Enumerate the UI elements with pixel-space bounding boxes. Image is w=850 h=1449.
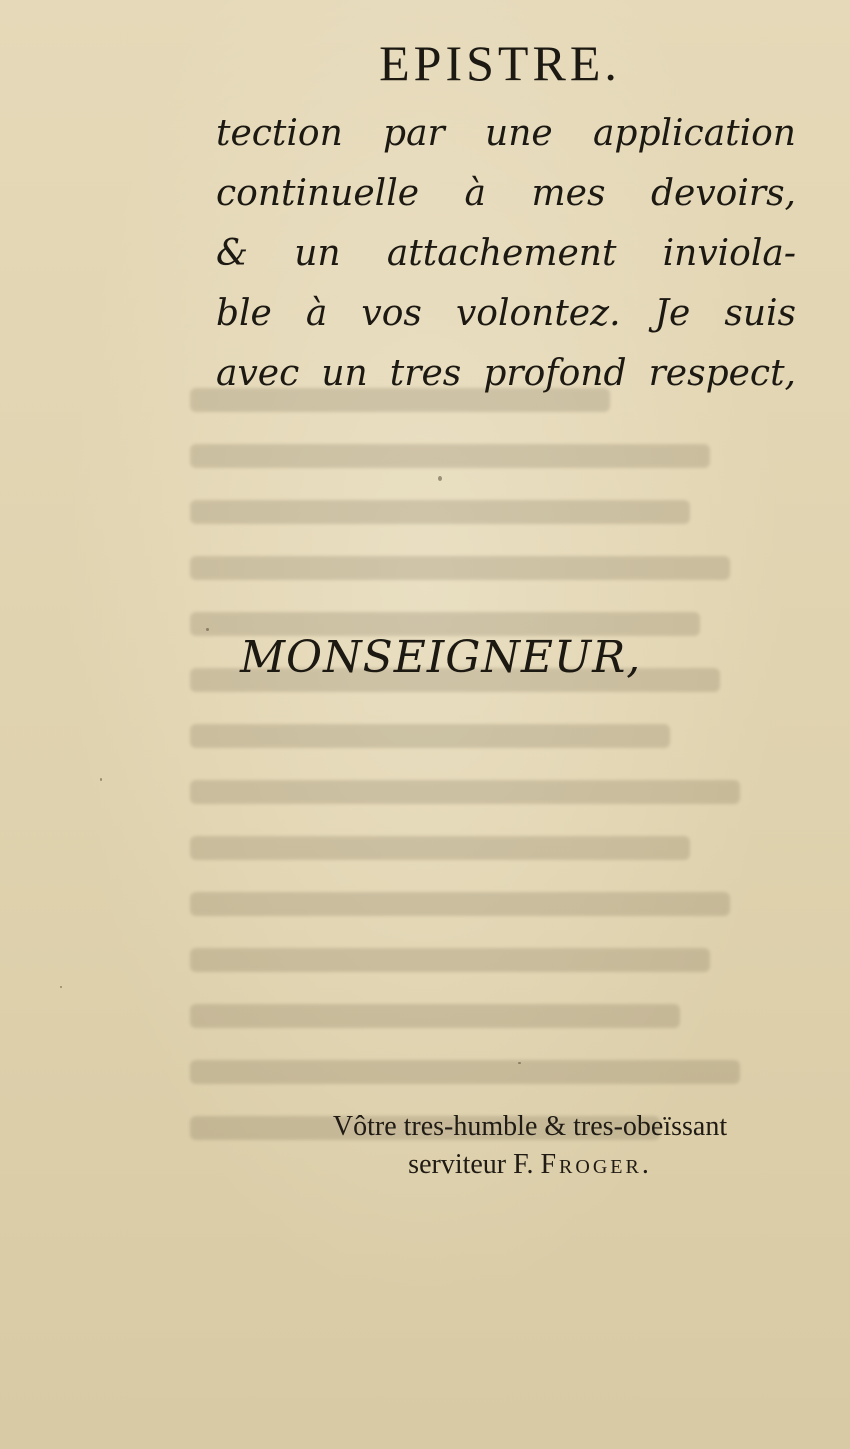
body-line: tection par une application [216, 113, 796, 154]
paper-speck [100, 778, 102, 781]
paper-speck [438, 476, 442, 481]
paper-speck [60, 986, 62, 988]
body-line: ble à vos volontez. Je suis [216, 293, 796, 334]
show-through-text [190, 370, 770, 1200]
signature-name: Froger. [540, 1149, 652, 1180]
body-line: continuelle à mes devoirs, [216, 173, 796, 214]
paper-speck [518, 1062, 521, 1064]
signature-line: Vôtre tres-humble & tres-obeïssant [332, 1111, 728, 1142]
signature-block [250, 1108, 810, 1184]
body-line: avec un tres profond respect, [216, 353, 796, 394]
body-line: & un attachement inviola- [216, 233, 796, 274]
salutation: MONSEIGNEUR, [240, 632, 642, 683]
signature-name-line [250, 1146, 810, 1184]
letter-body [216, 104, 796, 404]
signature-prefix: serviteur F. [408, 1149, 534, 1180]
page-heading: EPISTRE. [379, 35, 621, 91]
paper-speck [206, 628, 209, 631]
